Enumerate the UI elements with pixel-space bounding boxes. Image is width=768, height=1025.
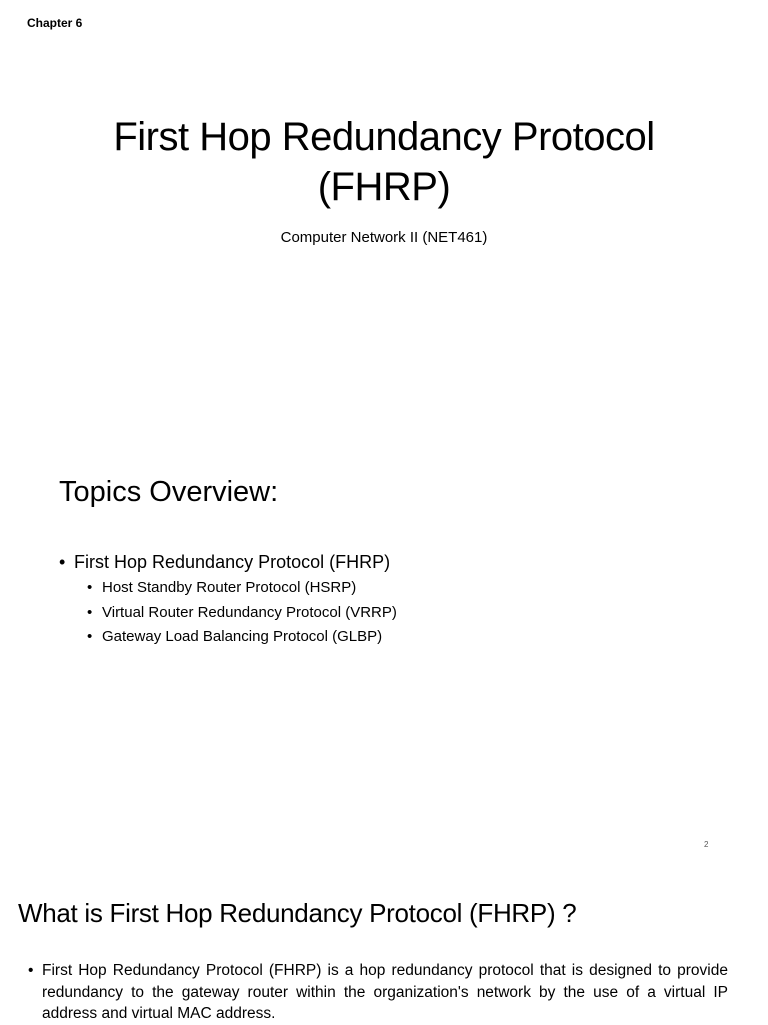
- topics-list: [59, 548, 397, 650]
- topic-main-bullet: [59, 548, 397, 576]
- sub-topics-list: [59, 576, 397, 650]
- page-number: 2: [704, 840, 709, 849]
- definition-bullet: [28, 960, 728, 1025]
- presentation-title: [0, 112, 768, 212]
- course-subtitle: Computer Network II (NET461): [280, 229, 488, 246]
- bullet-dot-icon: •: [28, 962, 34, 979]
- chapter-label: Chapter 6: [27, 16, 83, 30]
- sub-topic-glbp: • Gateway Load Balancing Protocol (GLBP): [59, 625, 397, 650]
- title-line-1: First Hop Redundancy Protocol: [113, 115, 655, 159]
- topic-main-label: First Hop Redundancy Protocol (FHRP): [74, 552, 391, 572]
- section-title: What is First Hop Redundancy Protocol (FHRP) ?: [18, 898, 577, 928]
- sub-topic-group: [59, 576, 397, 650]
- sub-topic-vrrp: • Virtual Router Redundancy Protocol (VRRP): [59, 601, 397, 626]
- slide-what-is-fhrp: [0, 860, 768, 1024]
- slide-topics-overview: [0, 430, 768, 860]
- topics-heading: Topics Overview:: [59, 476, 279, 508]
- definition-text: First Hop Redundancy Protocol (FHRP) is a hop redundancy protocol that is designed to provide redundancy to the gateway router within the organization's network by the use of a virtual IP address and virtual MAC address.: [42, 962, 728, 1022]
- slide-title: [0, 0, 768, 430]
- sub-topic-hsrp: • Host Standby Router Protocol (HSRP): [59, 576, 397, 601]
- title-line-2: (FHRP): [317, 165, 451, 209]
